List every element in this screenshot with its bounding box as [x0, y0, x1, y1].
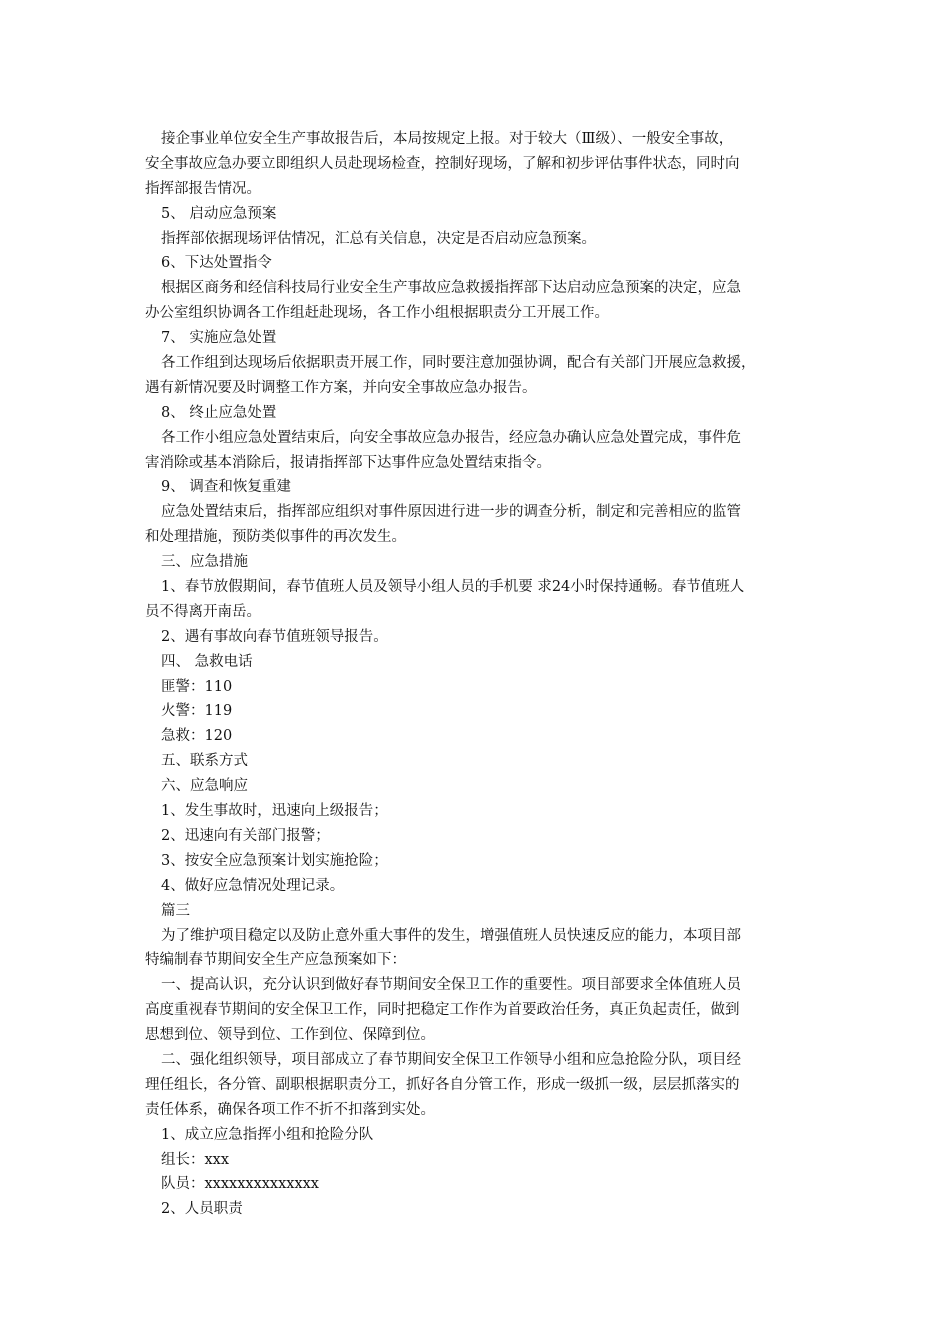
text-line: 办公室组织协调各工作组赶赴现场，各工作小组根据职责分工开展工作。	[145, 305, 609, 322]
text-line: 6、下达处置指令	[161, 255, 272, 272]
text-line: 安全事故应急办要立即组织人员赴现场检查，控制好现场，了解和初步评估事件状态，同时向	[145, 155, 740, 172]
text-line: 五、联系方式	[161, 753, 248, 770]
text-line: 员不得离开南岳。	[145, 603, 261, 620]
text-line: 根据区商务和经信科技局行业安全生产事故应急救援指挥部下达启动应急预案的决定，应急	[161, 280, 741, 297]
text-line: 高度重视春节期间的安全保卫工作，同时把稳定工作作为首要政治任务，真正负起责任，做到	[145, 1002, 740, 1019]
text-line: 三、应急措施	[161, 554, 248, 571]
text-line: 一、提高认识，充分认识到做好春节期间安全保卫工作的重要性。项目部要求全体值班人员	[161, 977, 741, 994]
text-line: 2、人员职责	[161, 1201, 243, 1218]
text-line: 六、应急响应	[161, 778, 248, 795]
text-line: 二、强化组织领导，项目部成立了春节期间安全保卫工作领导小组和应急抢险分队，项目经	[161, 1051, 741, 1068]
text-line: 四、 急救电话	[161, 653, 253, 670]
text-line: 5、 启动应急预案	[161, 205, 277, 222]
text-line: 篇三	[161, 902, 190, 919]
text-line: 急救：120	[161, 728, 233, 745]
text-line: 思想到位、领导到位、工作到位、保障到位。	[145, 1027, 435, 1044]
text-line: 队员：xxxxxxxxxxxxxx	[161, 1176, 319, 1193]
text-line: 各工作小组应急处置结束后，向安全事故应急办报告，经应急办确认应急处置完成，事件危	[161, 429, 741, 446]
text-line: 和处理措施，预防类似事件的再次发生。	[145, 529, 406, 546]
text-line: 指挥部报告情况。	[145, 180, 261, 197]
document-page	[145, 127, 813, 1222]
text-line: 理任组长，各分管、副职根据职责分工，抓好各自分管工作，形成一级抓一级，层层抓落实的	[145, 1076, 740, 1093]
text-line: 8、 终止应急处置	[161, 404, 277, 421]
text-line: 2、迅速向有关部门报警；	[161, 827, 330, 844]
text-line: 特编制春节期间安全生产应急预案如下：	[145, 952, 406, 969]
text-line: 2、遇有事故向春节值班领导报告。	[161, 628, 388, 645]
text-line: 接企事业单位安全生产事故报告后，本局按规定上报。对于较大（Ⅲ级）、一般安全事故，	[161, 131, 734, 147]
text-line: 3、按安全应急预案计划实施抢险；	[161, 852, 388, 869]
text-line: 1、成立应急指挥小组和抢险分队	[161, 1126, 374, 1143]
text-line: 指挥部依据现场评估情况，汇总有关信息，决定是否启动应急预案。	[161, 230, 596, 247]
text-line: 1、春节放假期间，春节值班人员及领导小组人员的手机要 求24小时保持通畅。春节值班人	[161, 579, 745, 596]
text-line: 遇有新情况要及时调整工作方案，并向安全事故应急办报告。	[145, 379, 537, 396]
text-line: 责任体系，确保各项工作不折不扣落到实处。	[145, 1101, 435, 1118]
text-line: 各工作组到达现场后依据职责开展工作，同时要注意加强协调，配合有关部门开展应急救援，	[161, 355, 756, 372]
text-line: 1、发生事故时，迅速向上级报告；	[161, 803, 388, 820]
text-line: 火警：119	[161, 703, 233, 720]
text-line: 匪警：110	[161, 678, 233, 695]
text-line: 害消除或基本消除后，报请指挥部下达事件应急处置结束指令。	[145, 454, 551, 471]
text-line: 为了维护项目稳定以及防止意外重大事件的发生，增强值班人员快速反应的能力，本项目部	[161, 927, 741, 944]
text-line: 7、 实施应急处置	[161, 330, 277, 347]
text-line: 组长：xxx	[161, 1151, 230, 1168]
text-line: 应急处置结束后，指挥部应组织对事件原因进行进一步的调查分析，制定和完善相应的监管	[161, 504, 741, 521]
text-line: 9、 调查和恢复重建	[161, 479, 291, 496]
text-line: 4、做好应急情况处理记录。	[161, 877, 345, 894]
